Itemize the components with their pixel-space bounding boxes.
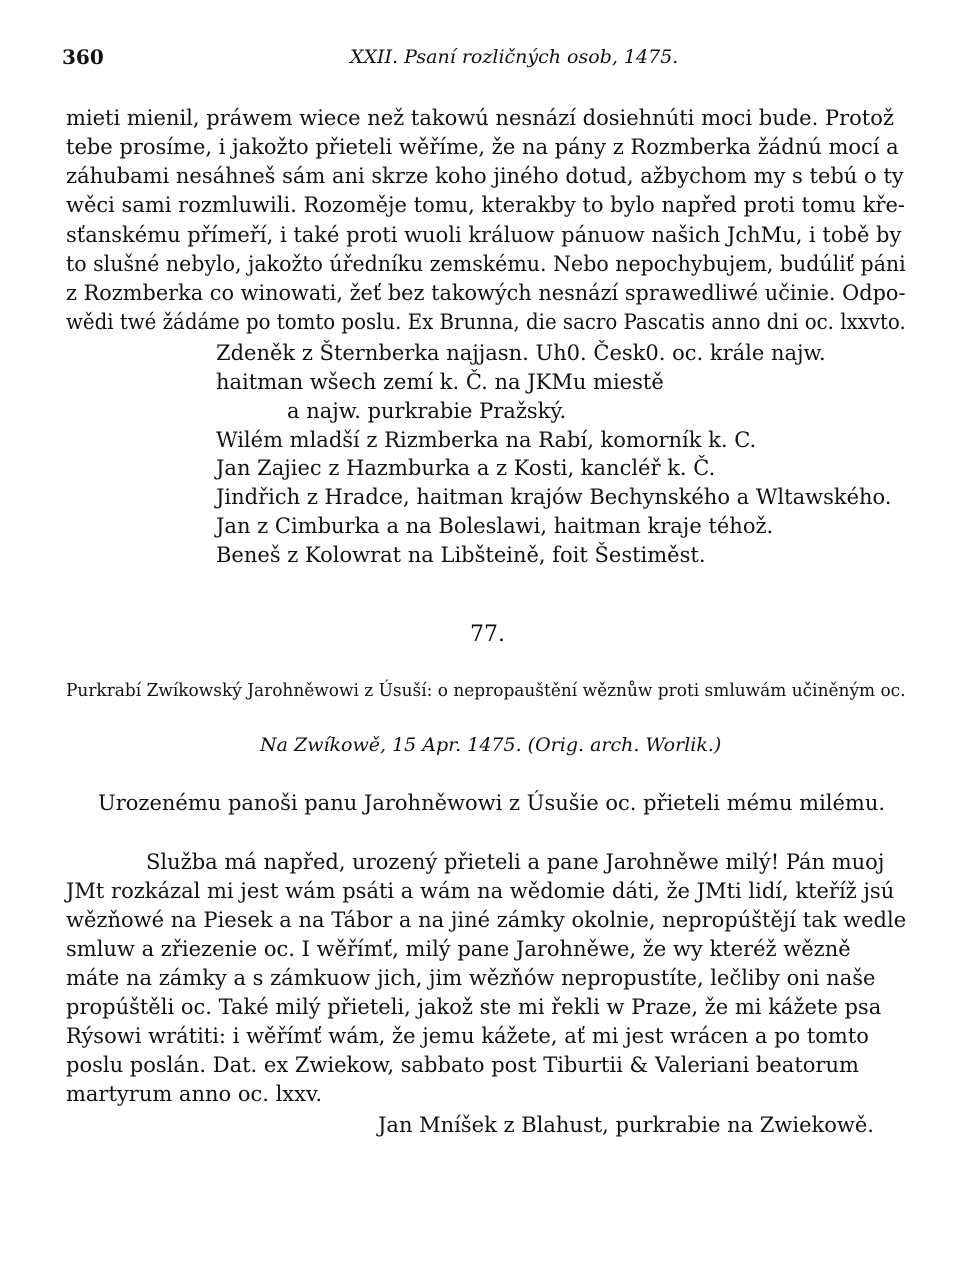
signatory-line: haitman wšech zemí k. Č. na JKMu miestě [216,370,664,394]
body-line: tebe prosíme, i jakožto přieteli wěříme, že na pány z Rozmberka žádnú mocí a [66,135,899,159]
body-line: poslu poslán. Dat. ex Zwiekow, sabbato post Tiburtii & Valeriani beatorum [66,1053,859,1077]
body-line: JMt rozkázal mi jest wám psáti a wám na wědomie dáti, že JMti lidí, kteříž jsú [66,879,895,903]
signatory-line: Beneš z Kolowrat na Libšteině, foit Šestiměst. [216,543,706,567]
signatory-line: Wilém mladší z Rizmberka na Rabí, komorník k. C. [216,428,757,452]
signatory-line: Jindřich z Hradce, haitman krajów Bechynského a Wltawského. [216,485,892,509]
signatory-line: Jan Zajiec z Hazmburka a z Kosti, kancléř k. Č. [216,456,716,480]
body-line: záhubami nesáhneš sám ani skrze koho jiného dotud, ažbychom my s tebú o ty [66,164,904,188]
body-line: to slušné nebylo, jakožto úředníku zemskému. Nebo nepochybujem, budúliť páni [66,252,906,276]
body-line: wězňowé na Piesek a na Tábor a na jiné zámky okolnie, nepropúštějí tak wedle [66,908,907,932]
document-title: Purkrabí Zwíkowský Jarohněwowi z Úsuší: o nepropauštění wěznůw proti smluwám učiněným oc. [66,680,906,701]
body-line: propúštěli oc. Také milý přieteli, jakož ste mi řekli w Praze, že mi kážete psa [66,995,882,1019]
body-line: máte na zámky a s zámkuow jich, jim wězňów nepropustíte, lečliby oni naše [66,966,876,990]
body-line: mieti mienil, práwem wiece než takowú nesnází dosiehnúti moci bude. Protož [66,106,894,130]
body-line: wěci sami rozmluwili. Rozoměje tomu, kterakby to bylo napřed proti tomu kře- [66,193,905,217]
signatory-line: Jan z Cimburka a na Boleslawi, haitman kraje téhož. [216,514,774,538]
letter-signature: Jan Mníšek z Blahust, purkrabie na Zwiekowě. [378,1113,874,1137]
body-line: sťanskému přímeří, i také proti wuoli králuow pánuow našich JchMu, i tobě by [66,223,902,247]
document-source: Na Zwíkowě, 15 Apr. 1475. (Orig. arch. Worlik.) [260,734,722,756]
body-line: martyrum anno oc. lxxv. [66,1082,323,1106]
signatory-line: a najw. purkrabie Pražský. [287,399,567,423]
body-line: Rýsowi wrátiti: i wěřímť wám, že jemu kážete, ať mi jest wrácen a po tomto [66,1024,869,1048]
body-line: Služba má napřed, urozený přieteli a pane Jarohněwe milý! Pán muoj [146,850,885,874]
document-number: 77. [470,622,505,647]
signatory-line: Zdeněk z Šternberka najjasn. Uh0. Česk0. oc. krále najw. [216,341,826,365]
body-line: smluw a zřiezenie oc. I wěřímť, milý pane Jarohněwe, že wy kteréž wězně [66,937,851,961]
page-number: 360 [62,45,104,69]
body-line: z Rozmberka co winowati, žeť bez takowých nesnází sprawedliwé učinie. Odpo- [66,281,906,305]
letter-greeting: Urozenému panoši panu Jarohněwowi z Úsušie oc. přieteli mému milému. [98,791,886,815]
body-line: wědi twé žádáme po tomto poslu. Ex Brunna, die sacro Pascatis anno dni oc. lxxvto. [66,310,906,334]
running-title: XXII. Psaní rozličných osob, 1475. [350,46,679,68]
